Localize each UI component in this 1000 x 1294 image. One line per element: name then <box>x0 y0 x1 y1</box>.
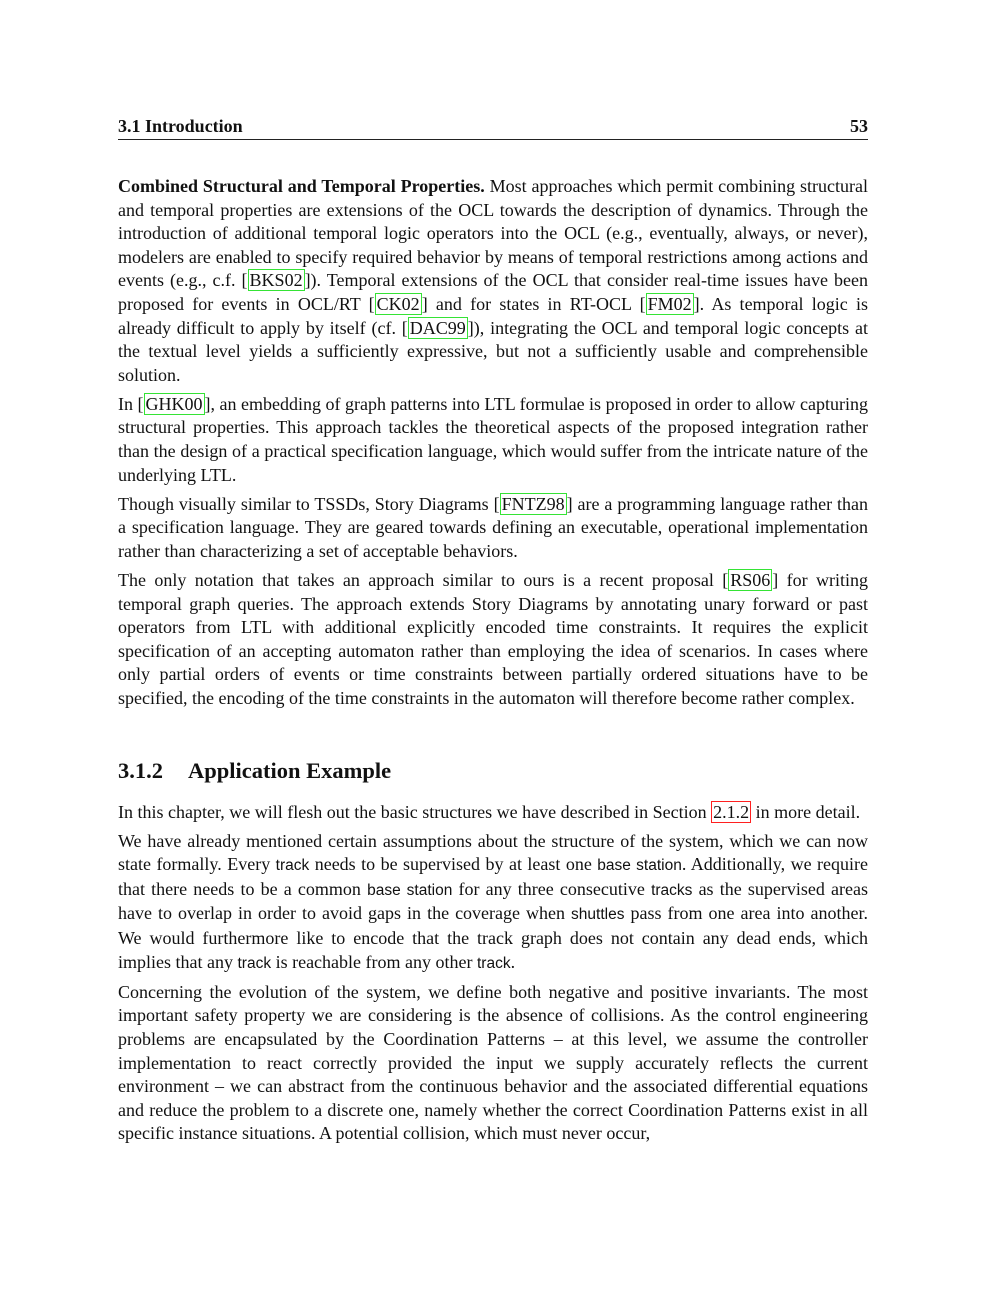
header-section-title: 3.1 Introduction <box>118 116 243 136</box>
term-track: track <box>237 954 272 972</box>
text-run: Though visually similar to TSSDs, Story Diagrams [ <box>118 493 500 514</box>
citation-link-ck02[interactable]: CK02 <box>376 293 420 314</box>
term-base-station: base station <box>367 881 453 899</box>
section-reference-link[interactable]: 2.1.2 <box>713 801 750 822</box>
section-heading <box>118 757 868 785</box>
text-run: pass from one area into another. We would furthermore like to encode that the track graph does not contain any dead ends, which implies that any <box>118 903 868 972</box>
text-run: ] and for states in RT-OCL [ <box>421 293 646 314</box>
paragraph-run-in-heading: Combined Structural and Temporal Properties. <box>118 176 485 196</box>
text-run: . Additionally, we require that there needs to be a common <box>118 854 869 899</box>
citation-link-bks02[interactable]: BKS02 <box>249 270 303 291</box>
text-run: In [ <box>118 393 144 414</box>
text-run: The only notation that takes an approach similar to ours is a recent proposal [ <box>118 570 729 590</box>
text-run: . <box>510 951 516 972</box>
text-run: ]. As temporal logic is already difficult to apply by itself (cf. [ <box>118 293 868 338</box>
text-run: We have already mentioned certain assumptions about the structure of the system, which we can now state formally. Every <box>118 830 868 875</box>
text-run: Most approaches which permit combining structural and temporal properties are extensions of the OCL towards the description of dynamics. Through the introduction of additional temporal logic operators into the OCL (e.g., eventually, always, or never), modelers are enabled to specify required behavior by means of temporal restrictions among actions and events (e.g., c.f. [ <box>118 176 868 291</box>
text-run: In this chapter, we will flesh out the basic structures we have described in Section <box>118 801 712 822</box>
page-number: 53 <box>850 116 868 136</box>
section-title: Application Example <box>188 757 392 783</box>
section-number: 3.1.2 <box>118 757 163 783</box>
citation-link-ghk00[interactable]: GHK00 <box>145 393 203 414</box>
term-tracks: tracks <box>651 881 693 899</box>
term-shuttles: shuttles <box>571 906 625 924</box>
text-run: for any three consecutive <box>452 878 652 899</box>
paragraph-structure-assumptions <box>118 830 868 976</box>
term-track: track <box>477 954 511 972</box>
text-run: ]), integrating the OCL and temporal logic concepts at the textual level yields a sufficiently expressive, but not a sufficiently usable and comprehensible solution. <box>118 317 868 385</box>
text-run: as the supervised areas have to overlap in order to avoid gaps in the coverage when <box>118 878 868 924</box>
body-text <box>118 175 868 1151</box>
term-track: track <box>275 857 310 875</box>
paragraph-temporal-graph-queries <box>118 569 868 711</box>
text-run: in more detail. <box>751 801 861 822</box>
text-run: needs to be supervised by at least one <box>309 854 598 875</box>
citation-link-fm02[interactable]: FM02 <box>647 293 692 314</box>
citation-link-fntz98[interactable]: FNTZ98 <box>501 493 565 514</box>
term-base-station: base station <box>597 857 682 875</box>
text-run: ], an embedding of graph patterns into LTL formulae is proposed in order to allow capturing structural properties. This approach tackles the theoretical aspects of the proposed integration rather than the design of a practical specification language, which would suffer from the intricate nature of the underlying LTL. <box>118 393 868 485</box>
text-run: ] for writing temporal graph queries. The approach extends Story Diagrams by annotating unary forward or past operators from LTL with additional explicitly encoded time constraints. It requires the explicit specification of an accepting automaton rather than employing the idea of scenarios. In cases where only partial orders of events or time constraints between partially ordered situations have to be specified, the encoding of the time constraints in the automaton will therefore become rather complex. <box>118 570 868 708</box>
text-run: ]). Temporal extensions of the OCL that consider real-time issues have been proposed for events in OCL/RT [ <box>118 270 868 314</box>
paragraph-system-evolution: Concerning the evolution of the system, we define both negative and positive invariants. The most important safety property we are considering is the absence of collisions. As the control engineering problems are encapsulated by the Coordination Patterns – at this level, we assume the controller implementation to react correctly provided the input we supply accurately reflects the current environment – we can abstract from the continuous behavior and the associated differential equations and reduce the problem to a discrete one, namely whether the correct Coordination Patterns exist in all specific instance situations. A potential collision, which must never occur, <box>118 981 868 1144</box>
text-run: is reachable from any other <box>271 951 477 972</box>
paragraph-chapter-intro <box>118 801 868 825</box>
paragraph-story-diagrams <box>118 493 868 564</box>
running-header <box>118 115 868 140</box>
citation-link-dac99[interactable]: DAC99 <box>409 317 466 338</box>
text-run: ] are a programming language rather than a specification language. They are geared towards defining an executable, operational implementation rather than characterizing a set of acceptable behaviors. <box>118 493 868 561</box>
citation-link-rs06[interactable]: RS06 <box>730 570 771 590</box>
paragraph-graph-patterns <box>118 393 868 487</box>
paragraph-combined-properties <box>118 175 868 387</box>
